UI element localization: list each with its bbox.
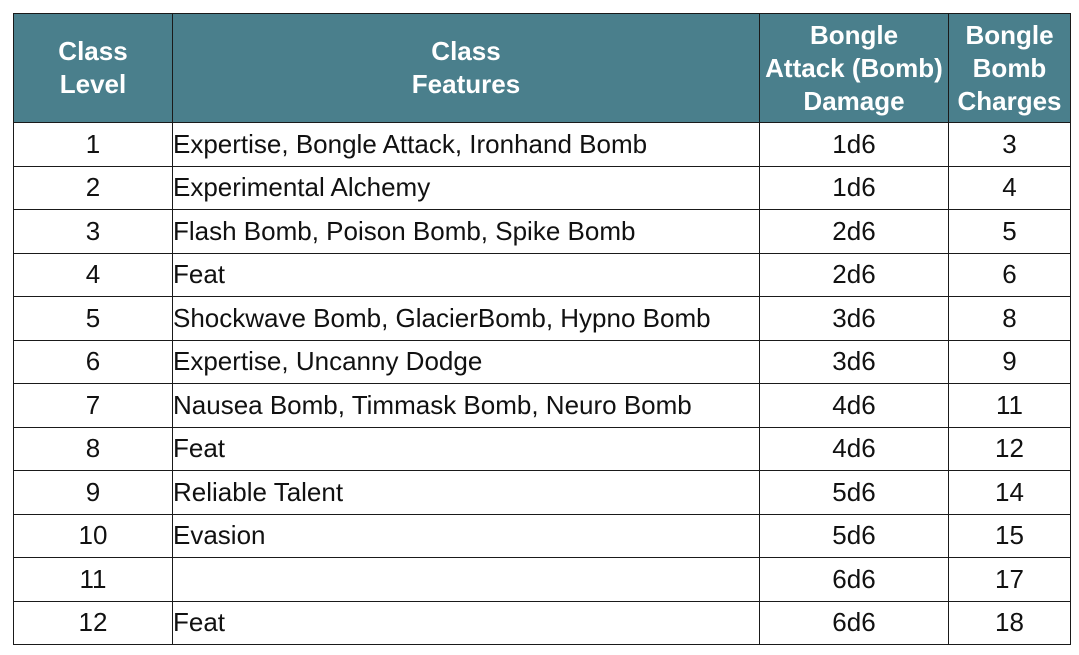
cell-class-level: 7 bbox=[14, 384, 173, 428]
cell-bomb-charges: 18 bbox=[949, 601, 1071, 645]
header-class-level bbox=[14, 14, 173, 123]
cell-class-level: 5 bbox=[14, 297, 173, 341]
cell-class-level: 12 bbox=[14, 601, 173, 645]
cell-class-level: 3 bbox=[14, 210, 173, 254]
cell-bomb-charges: 12 bbox=[949, 427, 1071, 471]
header-class-features-label: Class Features bbox=[411, 36, 521, 99]
table-header bbox=[14, 14, 1071, 123]
cell-class-features: Feat bbox=[173, 427, 760, 471]
header-bomb-charges-label: Bongle Bomb Charges bbox=[957, 19, 1062, 116]
table-row bbox=[14, 601, 1071, 645]
cell-attack-damage: 1d6 bbox=[760, 123, 949, 167]
cell-attack-damage: 3d6 bbox=[760, 297, 949, 341]
cell-bomb-charges: 17 bbox=[949, 558, 1071, 602]
table-row bbox=[14, 340, 1071, 384]
cell-attack-damage: 5d6 bbox=[760, 471, 949, 515]
cell-class-features: Feat bbox=[173, 601, 760, 645]
cell-class-features: Expertise, Uncanny Dodge bbox=[173, 340, 760, 384]
cell-attack-damage: 2d6 bbox=[760, 253, 949, 297]
cell-attack-damage: 4d6 bbox=[760, 427, 949, 471]
cell-class-level: 6 bbox=[14, 340, 173, 384]
cell-class-features: Reliable Talent bbox=[173, 471, 760, 515]
cell-bomb-charges: 4 bbox=[949, 166, 1071, 210]
table-row bbox=[14, 427, 1071, 471]
cell-bomb-charges: 15 bbox=[949, 514, 1071, 558]
cell-bomb-charges: 9 bbox=[949, 340, 1071, 384]
cell-class-features: Nausea Bomb, Timmask Bomb, Neuro Bomb bbox=[173, 384, 760, 428]
cell-class-level: 11 bbox=[14, 558, 173, 602]
cell-attack-damage: 5d6 bbox=[760, 514, 949, 558]
table-row bbox=[14, 514, 1071, 558]
cell-class-level: 4 bbox=[14, 253, 173, 297]
cell-class-features: Experimental Alchemy bbox=[173, 166, 760, 210]
class-level-table bbox=[13, 13, 1071, 645]
header-row bbox=[14, 14, 1071, 123]
cell-class-features bbox=[173, 558, 760, 602]
table-row bbox=[14, 210, 1071, 254]
cell-class-level: 2 bbox=[14, 166, 173, 210]
table-row bbox=[14, 166, 1071, 210]
cell-class-features: Feat bbox=[173, 253, 760, 297]
table-row bbox=[14, 558, 1071, 602]
header-class-level-label: Class Level bbox=[58, 36, 128, 99]
table-row bbox=[14, 123, 1071, 167]
cell-attack-damage: 6d6 bbox=[760, 601, 949, 645]
cell-class-features: Evasion bbox=[173, 514, 760, 558]
cell-attack-damage: 2d6 bbox=[760, 210, 949, 254]
cell-class-level: 1 bbox=[14, 123, 173, 167]
table-row bbox=[14, 253, 1071, 297]
header-attack-damage-label: Bongle Attack (Bomb) Damage bbox=[765, 19, 943, 116]
header-attack-damage bbox=[760, 14, 949, 123]
cell-class-features: Flash Bomb, Poison Bomb, Spike Bomb bbox=[173, 210, 760, 254]
table-body bbox=[14, 123, 1071, 645]
cell-attack-damage: 3d6 bbox=[760, 340, 949, 384]
table-row bbox=[14, 384, 1071, 428]
table-row bbox=[14, 297, 1071, 341]
cell-class-level: 10 bbox=[14, 514, 173, 558]
cell-bomb-charges: 11 bbox=[949, 384, 1071, 428]
cell-class-features: Shockwave Bomb, GlacierBomb, Hypno Bomb bbox=[173, 297, 760, 341]
cell-bomb-charges: 3 bbox=[949, 123, 1071, 167]
header-bomb-charges bbox=[949, 14, 1071, 123]
cell-attack-damage: 1d6 bbox=[760, 166, 949, 210]
cell-attack-damage: 4d6 bbox=[760, 384, 949, 428]
cell-bomb-charges: 8 bbox=[949, 297, 1071, 341]
table-row bbox=[14, 471, 1071, 515]
cell-class-level: 8 bbox=[14, 427, 173, 471]
cell-bomb-charges: 5 bbox=[949, 210, 1071, 254]
cell-class-level: 9 bbox=[14, 471, 173, 515]
cell-class-features: Expertise, Bongle Attack, Ironhand Bomb bbox=[173, 123, 760, 167]
cell-attack-damage: 6d6 bbox=[760, 558, 949, 602]
header-class-features bbox=[173, 14, 760, 123]
cell-bomb-charges: 14 bbox=[949, 471, 1071, 515]
cell-bomb-charges: 6 bbox=[949, 253, 1071, 297]
